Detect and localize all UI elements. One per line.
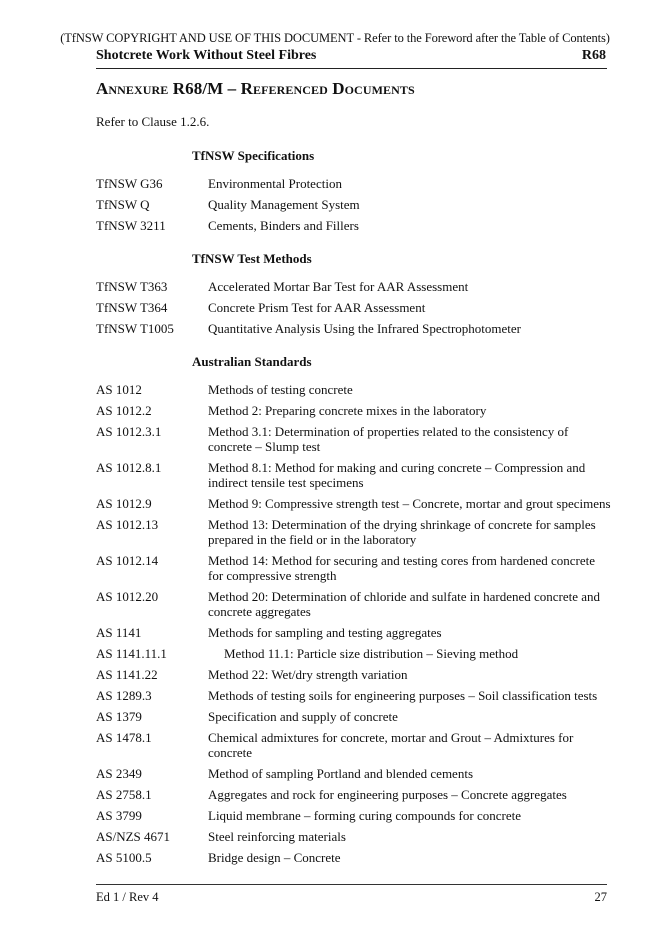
document-row <box>96 688 616 703</box>
document-code-cell: AS 1141.22 <box>96 667 158 682</box>
document-row <box>96 176 616 191</box>
group-australian-standards <box>96 355 616 865</box>
referenced-documents-list <box>96 149 616 871</box>
edition-label: Ed 1 / Rev 4 <box>96 890 159 904</box>
document-code-cell: AS 2349 <box>96 766 142 781</box>
document-row <box>96 496 616 511</box>
document-row <box>96 424 616 454</box>
document-row <box>96 382 616 397</box>
document-row <box>96 829 616 844</box>
document-code-cell: TfNSW G36 <box>96 176 163 191</box>
document-code-cell: TfNSW T1005 <box>96 321 174 336</box>
document-row <box>96 403 616 418</box>
document-row <box>96 709 616 724</box>
document-description: Chemical admixtures for concrete, mortar and Grout – Admixtures for concrete <box>208 730 574 760</box>
clause-reference: Refer to Clause 1.2.6. <box>96 114 210 129</box>
document-description: Methods for sampling and testing aggregates <box>208 625 442 640</box>
document-code-cell: AS 1141.11.1 <box>96 646 167 661</box>
document-description: Method 9: Compressive strength test – Concrete, mortar and grout specimens <box>208 496 611 511</box>
document-description: Method of sampling Portland and blended cements <box>208 766 474 781</box>
document-row <box>96 808 616 823</box>
document-code-cell: TfNSW Q <box>96 197 150 212</box>
group-tfnsw-specifications <box>96 149 616 233</box>
document-code-cell: TfNSW T363 <box>96 279 168 294</box>
group-title: TfNSW Test Methods <box>192 251 312 266</box>
document-code-cell: AS 1012.9 <box>96 496 152 511</box>
header-divider <box>96 68 607 69</box>
group-tfnsw-test-methods <box>96 252 616 336</box>
document-code-cell: AS 1012.8.1 <box>96 460 162 475</box>
document-row <box>96 218 616 233</box>
document-code-cell: AS 1012.14 <box>96 553 159 568</box>
document-code-cell: AS 1012.13 <box>96 517 159 532</box>
page-header <box>96 48 606 64</box>
document-description: Specification and supply of concrete <box>208 709 398 724</box>
document-code-cell: TfNSW T364 <box>96 300 168 315</box>
document-row <box>96 460 616 490</box>
document-row <box>96 279 616 294</box>
document-description: Quality Management System <box>208 197 360 212</box>
document-row <box>96 300 616 315</box>
document-row <box>96 730 616 760</box>
document-description: Method 22: Wet/dry strength variation <box>208 667 408 682</box>
document-code-cell: AS 2758.1 <box>96 787 152 802</box>
document-code-cell: AS/NZS 4671 <box>96 829 171 844</box>
document-code-cell: AS 1012.20 <box>96 589 159 604</box>
document-description: Method 3.1: Determination of properties related to the consistency of concrete – Slump test <box>208 424 569 454</box>
document-description: Cements, Binders and Fillers <box>208 218 359 233</box>
document-description: Accelerated Mortar Bar Test for AAR Assessment <box>208 279 469 294</box>
document-row <box>96 321 616 336</box>
copyright-notice: (TfNSW COPYRIGHT AND USE OF THIS DOCUMENT - Refer to the Foreword after the Table of Contents) <box>60 31 610 45</box>
document-row <box>96 625 616 640</box>
document-description: Aggregates and rock for engineering purposes – Concrete aggregates <box>208 787 567 802</box>
document-description: Method 13: Determination of the drying shrinkage of concrete for samples prepared in the field or in the laboratory <box>208 517 596 547</box>
document-code-cell: AS 1379 <box>96 709 142 724</box>
document-row <box>96 589 616 619</box>
document-row <box>96 646 616 661</box>
document-description: Methods of testing soils for engineering purposes – Soil classification tests <box>208 688 598 703</box>
document-code-cell: TfNSW 3211 <box>96 218 166 233</box>
document-row <box>96 850 616 865</box>
document-code-cell: AS 1012.3.1 <box>96 424 162 439</box>
document-description: Method 20: Determination of chloride and sulfate in hardened concrete and concrete aggregates <box>208 589 601 619</box>
document-code-cell: AS 1289.3 <box>96 688 152 703</box>
group-title: Australian Standards <box>192 354 312 369</box>
document-description: Concrete Prism Test for AAR Assessment <box>208 300 426 315</box>
annexure-title: Annexure R68/M – Referenced Documents <box>96 79 415 98</box>
document-description: Steel reinforcing materials <box>208 829 346 844</box>
document-code-cell: AS 3799 <box>96 808 142 823</box>
footer-divider <box>96 884 607 885</box>
document-row <box>96 766 616 781</box>
page-number: 27 <box>594 890 607 904</box>
document-description: Method 14: Method for securing and testing cores from hardened concrete for compressive strength <box>208 553 595 583</box>
document-row <box>96 553 616 583</box>
document-description: Quantitative Analysis Using the Infrared Spectrophotometer <box>208 321 522 336</box>
document-description: Liquid membrane – forming curing compounds for concrete <box>208 808 521 823</box>
document-row <box>96 197 616 212</box>
document-description: Environmental Protection <box>208 176 342 191</box>
document-description: Method 2: Preparing concrete mixes in the laboratory <box>208 403 487 418</box>
document-row <box>96 667 616 682</box>
document-code-cell: AS 1478.1 <box>96 730 152 745</box>
document-title: Shotcrete Work Without Steel Fibres <box>96 48 317 63</box>
document-row <box>96 517 616 547</box>
document-description: Methods of testing concrete <box>208 382 353 397</box>
document-code: R68 <box>581 48 606 63</box>
document-description: Bridge design – Concrete <box>208 850 341 865</box>
document-code-cell: AS 1012.2 <box>96 403 152 418</box>
document-description: Method 11.1: Particle size distribution – Sieving method <box>224 646 519 661</box>
group-title: TfNSW Specifications <box>192 148 315 163</box>
document-code-cell: AS 1012 <box>96 382 142 397</box>
document-description: Method 8.1: Method for making and curing concrete – Compression and indirect tensile test specimens <box>208 460 586 490</box>
document-row <box>96 787 616 802</box>
document-code-cell: AS 5100.5 <box>96 850 152 865</box>
document-code-cell: AS 1141 <box>96 625 142 640</box>
